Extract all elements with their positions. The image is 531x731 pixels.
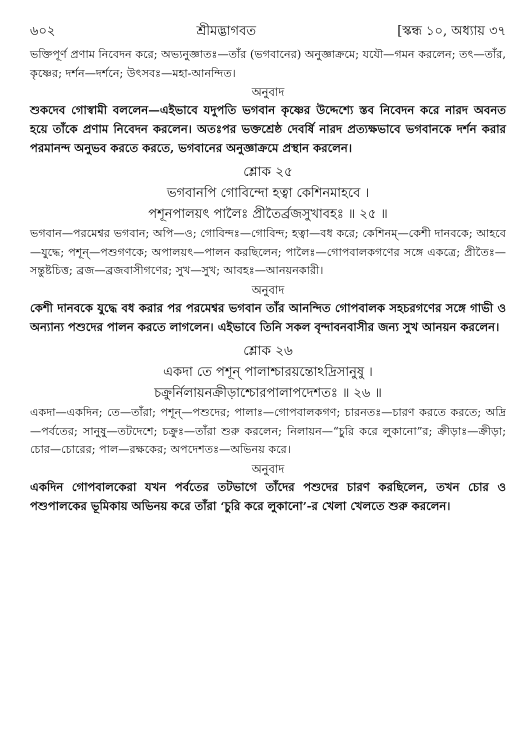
shloka-26-title: শ্লোক ২৬: [243, 342, 293, 359]
translation-label-24: অনুবাদ: [251, 85, 285, 100]
shloka-25-title: শ্লোক ২৫: [243, 164, 293, 181]
translation-26: একদিন গোপবালকেরা যখন পর্বতের তটভাগে তাঁদের পশুদের চারণ করছিলেন, তখন চোর ও পশুপালকের ভূমিকায় অভিনয় করে তাঁরা ‘চুরি করে লুকানো’-র খেলা খেলতে শুরু করলেন।: [30, 479, 506, 513]
verse-25-line-1: ভগবানপি গোবিন্দো হত্বা কেশিনমাহবে ।: [166, 186, 370, 202]
verse-26-line-2: চক্রুর্নিলায়নক্রীড়াশ্চোরপালাপদেশতঃ ॥ ২৬ ॥: [154, 385, 382, 401]
book-title: শ্রীমদ্ভাগবত: [196, 24, 257, 39]
page-header: [30, 22, 506, 42]
synonyms-26: একদা—একদিন; তে—তাঁরা; পশূন্—পশুদের; পালাঃ—গোপবালকগণ; চারনতঃ—চারণ করতে করতে; অদ্রি—পর্বতের; সানুষু—তটদেশে; চক্রুঃ—তাঁরা শুরু করলেন; নিলায়ন—“চুরি করে লুকানো”র; ক্রীড়াঃ—ক্রীড়া; চোর—চোরের; পাল—রক্ষকের; অপদেশতঃ—অভিনয় করে।: [30, 405, 506, 457]
translation-25: কেশী দানবকে যুদ্ধে বধ করার পর পরমেশ্বর ভগবান তাঁর আনন্দিত গোপবালক সহচরগণের সঙ্গে গাভী ও অন্যান্য পশুদের পালন করতে লাগলেন। এইভাবে তিনি সকল বৃন্দাবনবাসীর জন্য সুখ আনয়ন করলেন।: [30, 300, 506, 334]
chapter-reference: [স্কন্ধ ১০, অধ্যায় ৩৭: [397, 24, 506, 39]
synonyms-25: ভগবান—পরমেশ্বর ভগবান; অপি—ও; গোবিন্দঃ—গোবিন্দ; হত্বা—বধ করে; কেশিনম্—কেশী দানবকে; আহবে—যুদ্ধে; পশূন্—পশুগণকে; অপালয়ৎ—পালন করছিলেন; পালৈঃ—গোপবালকগণের সঙ্গে একত্রে; প্রীতৈঃ—সন্তুষ্টচিত্ত; ব্রজ—ব্রজবাসীগণের; সুখ—সুখ; আবহঃ—আনয়নকারী।: [30, 227, 506, 278]
page-number: ৬০২: [30, 24, 56, 39]
translation-label-26: অনুবাদ: [251, 461, 285, 476]
translation-24: শুকদেব গোস্বামী বললেন—এইভাবে যদুপতি ভগবান কৃষ্ণের উদ্দেশ্যে স্তব নিবেদন করে নারদ অবনত হয়ে তাঁকে প্রণাম নিবেদন করলেন। অতঃপর ভক্তশ্রেষ্ঠ দেবর্ষি নারদ প্রত্যক্ষভাবে ভগবানকে দর্শন করার পরমানন্দ অনুভব করতে করতে, ভগবানের অনুজ্ঞাক্রমে প্রস্থান করলেন।: [30, 103, 506, 156]
synonyms-24: ভক্তিপূর্ণ প্রণাম নিবেদন করে; অভ্যনুজ্ঞাতঃ—তাঁর (ভগবানের) অনুজ্ঞাক্রমে; যযৌ—গমন করলেন; তৎ—তাঁর, কৃষ্ণের; দর্শন—দর্শনে; উৎসবঃ—মহা-আনন্দিত।: [30, 48, 506, 80]
translation-label-25: অনুবাদ: [251, 282, 285, 297]
verse-25-line-2: পশূনপালয়ৎ পালৈঃ প্রীতৈর্ব্রজসুখাবহঃ ॥ ২৫ ॥: [148, 207, 388, 223]
verse-26-line-1: একদা তে পশূন্ পালাশ্চারয়ন্তোঽদ্রিসানুষু ।: [163, 364, 373, 380]
page: [30, 22, 506, 516]
